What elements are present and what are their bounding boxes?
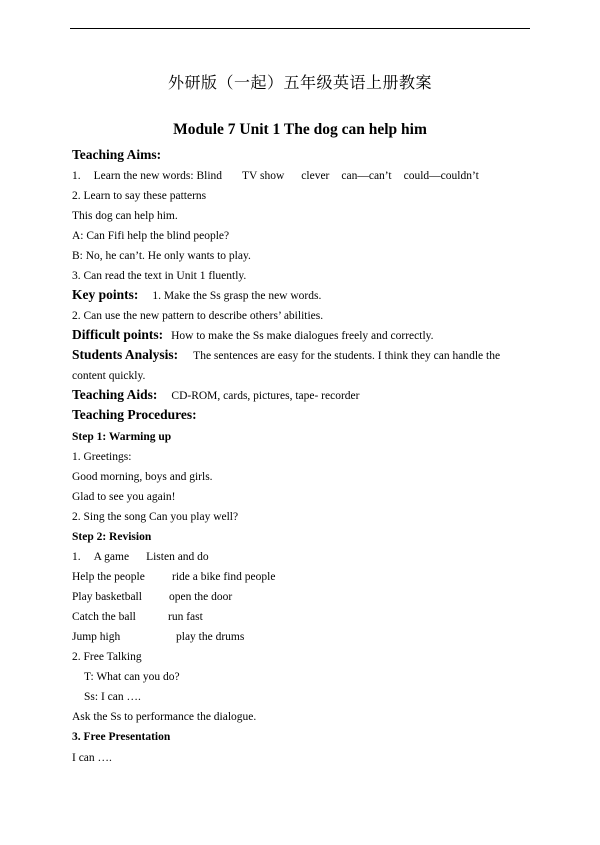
aims-item-1 bbox=[72, 169, 479, 183]
unit-title: Module 7 Unit 1 The dog can help him bbox=[173, 121, 427, 138]
revision-pair-right: play the drums bbox=[176, 631, 245, 643]
students-analysis-text-2: content quickly. bbox=[72, 370, 146, 382]
teaching-aids-heading: Teaching Aids: bbox=[72, 387, 158, 402]
free-talking-line: 2. Free Talking bbox=[72, 651, 142, 663]
aims-pattern-3: B: No, he can’t. He only wants to play. bbox=[72, 250, 251, 262]
key-point-1: 1. Make the Ss grasp the new words. bbox=[152, 290, 322, 302]
teaching-procedures-heading: Teaching Procedures: bbox=[72, 407, 197, 422]
revision-pair-4 bbox=[72, 630, 245, 644]
revision-pair-left: Catch the ball bbox=[72, 611, 136, 623]
students-analysis-heading: Students Analysis: bbox=[72, 347, 179, 362]
step-1-line-2: Good morning, boys and girls. bbox=[72, 471, 213, 483]
step-3-title: 3. Free Presentation bbox=[72, 731, 171, 743]
step-3-line-1: I can …. bbox=[72, 752, 112, 764]
aims-item-2: 2. Learn to say these patterns bbox=[72, 190, 207, 202]
revision-pair-left: Jump high bbox=[72, 631, 121, 643]
step-1-line-3: Glad to see you again! bbox=[72, 491, 176, 503]
aims-word-can: can—can’t bbox=[341, 170, 392, 182]
aims-pattern-2: A: Can Fifi help the blind people? bbox=[72, 230, 230, 242]
aims-item-3: 3. Can read the text in Unit 1 fluently. bbox=[72, 270, 247, 282]
students-analysis-line-1 bbox=[72, 348, 500, 363]
step-1-line-4: 2. Sing the song Can you play well? bbox=[72, 511, 239, 523]
step-1-line-1: 1. Greetings: bbox=[72, 451, 132, 463]
header-rule bbox=[70, 28, 530, 29]
ask-line: Ask the Ss to performance the dialogue. bbox=[72, 711, 257, 723]
step-1-title: Step 1: Warming up bbox=[72, 431, 172, 443]
step-2-game-b: Listen and do bbox=[146, 551, 209, 563]
aims-item-1-label: Learn the new words: Blind bbox=[93, 170, 223, 182]
key-points-heading: Key points: bbox=[72, 287, 139, 302]
revision-pair-right: ride a bike find people bbox=[172, 571, 276, 583]
revision-pair-3 bbox=[72, 610, 203, 624]
aims-word-could: could—couldn’t bbox=[403, 170, 479, 182]
aims-word-tv-show: TV show bbox=[242, 170, 285, 182]
revision-pair-1 bbox=[72, 570, 276, 584]
difficult-points-line bbox=[72, 328, 434, 343]
aims-pattern-1: This dog can help him. bbox=[72, 210, 178, 222]
aims-item-1-number: 1. bbox=[72, 170, 81, 182]
aims-word-clever: clever bbox=[301, 170, 330, 182]
teaching-aids-text: CD-ROM, cards, pictures, tape- recorder bbox=[171, 390, 360, 402]
document-title: 外研版（一起）五年级英语上册教案 bbox=[167, 73, 432, 92]
revision-pair-2 bbox=[72, 590, 233, 604]
teaching-aims-heading: Teaching Aims: bbox=[72, 147, 162, 162]
revision-pair-left: Play basketball bbox=[72, 591, 142, 603]
step-2-title: Step 2: Revision bbox=[72, 531, 152, 543]
step-2-game-a: A game bbox=[93, 551, 130, 563]
teaching-aids-line bbox=[72, 388, 360, 403]
key-points-line-1 bbox=[72, 288, 321, 303]
revision-pair-right: open the door bbox=[169, 591, 233, 603]
step-2-game-number: 1. bbox=[72, 551, 81, 563]
teacher-line: T: What can you do? bbox=[84, 671, 180, 683]
students-line: Ss: I can …. bbox=[84, 691, 141, 703]
students-analysis-text-1: The sentences are easy for the students. I think they can handle the bbox=[193, 350, 501, 362]
revision-pair-left: Help the people bbox=[72, 571, 145, 583]
key-point-2: 2. Can use the new pattern to describe others’ abilities. bbox=[72, 310, 324, 322]
revision-pair-right: run fast bbox=[168, 611, 203, 623]
difficult-points-text: How to make the Ss make dialogues freely and correctly. bbox=[171, 330, 434, 342]
step-2-game-line bbox=[72, 550, 209, 564]
difficult-points-heading: Difficult points: bbox=[72, 327, 164, 342]
